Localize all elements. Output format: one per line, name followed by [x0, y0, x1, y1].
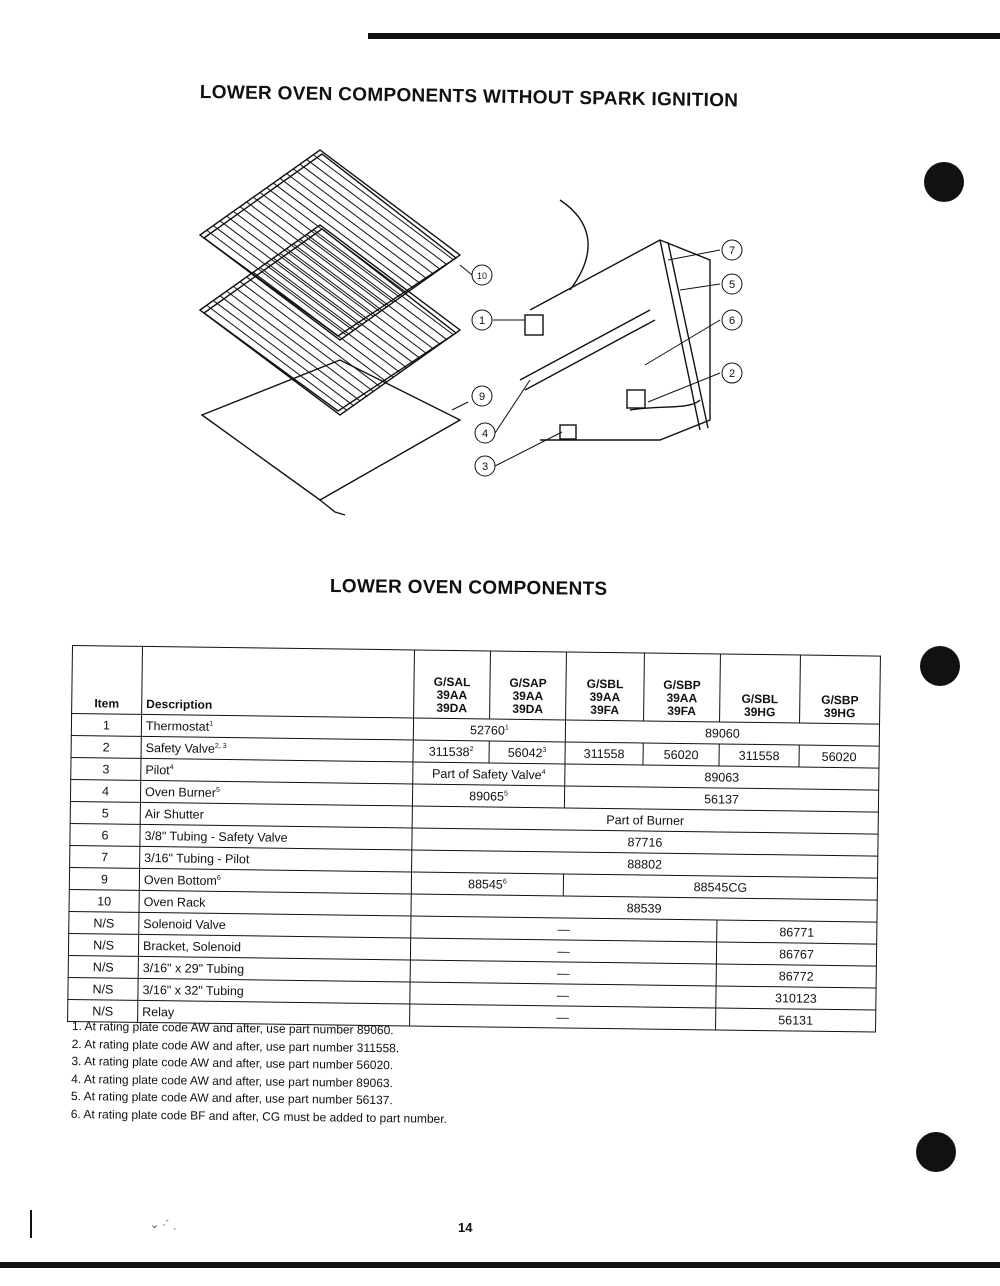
rack-wire: [260, 193, 400, 298]
page-number: 14: [458, 1220, 473, 1235]
description-text: Oven Rack: [143, 894, 206, 910]
footnote-ref: 6: [216, 874, 221, 882]
binder-hole: [916, 1132, 956, 1172]
header-model-line: 39DA: [512, 701, 544, 717]
footnote-ref: 1: [504, 724, 509, 732]
part-number: —: [557, 921, 571, 937]
item-number: 2: [71, 735, 141, 758]
header-description: Description: [142, 646, 415, 718]
rack-wire: [220, 221, 360, 326]
rack-wire: [280, 178, 420, 283]
rack-wire: [240, 207, 380, 312]
header-model: [720, 654, 801, 723]
description-text: Relay: [142, 1004, 175, 1019]
header-model: [490, 651, 567, 720]
rack-wire: [280, 253, 420, 358]
rack-wire: [233, 286, 373, 391]
part-number: 56020: [663, 747, 699, 762]
svg-text:6: 6: [728, 315, 736, 327]
description-text: Pilot: [145, 762, 170, 777]
part-number-cell: [643, 743, 719, 766]
description-text: Oven Burner: [144, 784, 217, 800]
part-number-cell: [716, 964, 876, 988]
oven-bottom-illustration: [202, 360, 460, 515]
svg-text:7: 7: [728, 245, 736, 257]
part-number: 311558: [583, 746, 625, 761]
footnote-ref: 5: [503, 790, 508, 798]
rack-wire: [233, 211, 373, 316]
part-number: —: [556, 965, 570, 981]
footnote-ref: 6: [502, 878, 507, 886]
rack-wire: [273, 183, 413, 288]
description-text: Thermostat: [145, 718, 210, 734]
callout-7: [722, 240, 742, 260]
part-number-cell: [411, 872, 563, 896]
part-number: 86767: [779, 946, 814, 962]
parts-table-wrapper: [67, 645, 880, 1033]
description-text: Oven Bottom: [143, 872, 217, 888]
footnote: 5. At rating plate code AW and after, use part number 56137.: [70, 1089, 393, 1108]
part-number: 89063: [704, 769, 740, 785]
footnote-ref: 3: [542, 746, 547, 754]
svg-text:9: 9: [478, 391, 486, 403]
callout-9: [472, 386, 492, 406]
rack-wire: [293, 244, 433, 349]
callout-1: [472, 310, 492, 330]
part-number-cell: [412, 784, 564, 808]
rack-wire: [207, 305, 347, 410]
part-number-cell: [565, 742, 643, 765]
header-model-line: G/SBL: [741, 691, 779, 707]
callout-10: [472, 265, 492, 285]
part-number: 88545CG: [693, 879, 748, 895]
rack-wire: [253, 272, 393, 377]
rack-wire: [300, 164, 440, 269]
rack-wire: [213, 226, 353, 331]
header-model-line: 39AA: [512, 688, 544, 704]
item-number: 3: [71, 757, 141, 780]
item-number: 7: [70, 845, 140, 868]
rack-wire: [313, 230, 453, 335]
callout-4: [475, 423, 495, 443]
part-number: 86772: [778, 968, 814, 984]
item-number: N/S: [68, 999, 138, 1022]
part-number: 88802: [627, 856, 663, 872]
part-number-cell: [719, 744, 799, 767]
header-model-line: 39FA: [667, 703, 697, 719]
description-text: 3/8" Tubing - Safety Valve: [144, 828, 288, 845]
svg-text:1: 1: [478, 315, 486, 327]
margin-scribble: ⌄ ·´ ˏ: [150, 1219, 177, 1231]
part-number: 310123: [774, 990, 817, 1006]
header-model-line: 39AA: [436, 687, 468, 703]
part-number: 56042: [507, 745, 543, 760]
header-model-line: G/SBP: [821, 692, 859, 708]
part-number-cell: [717, 920, 877, 944]
rack-wire: [247, 202, 387, 307]
description-text: Solenoid Valve: [143, 916, 226, 932]
callout-2: [722, 363, 742, 383]
part-number: 52760: [469, 722, 505, 738]
callout-5: [722, 274, 742, 294]
binder-hole: [924, 162, 964, 202]
rack-wire: [253, 197, 393, 302]
header-model-line: 39AA: [589, 689, 621, 705]
header-model-line: 39AA: [666, 690, 698, 706]
svg-text:3: 3: [481, 461, 489, 473]
part-number-cell: [716, 986, 876, 1010]
part-number: 87716: [627, 834, 663, 850]
rack-wire: [287, 174, 427, 279]
footnote: 4. At rating plate code AW and after, use part number 89063.: [71, 1071, 394, 1090]
header-model-line: G/SBL: [586, 676, 624, 692]
header-model-line: G/SAL: [433, 674, 471, 690]
oven-rack-illustration: [200, 225, 460, 415]
footnote: 1. At rating plate code AW and after, use part number 89060.: [71, 1018, 394, 1038]
part-number: 56020: [821, 749, 857, 764]
rack-wire: [307, 234, 447, 339]
header-model-line: 39DA: [436, 700, 468, 716]
part-number: 89060: [704, 725, 740, 741]
scan-edge-mark: [30, 1210, 32, 1238]
part-number: 56131: [778, 1012, 814, 1028]
svg-text:5: 5: [728, 279, 736, 291]
table-header-row: [72, 646, 881, 725]
part-number: 311558: [738, 748, 780, 763]
description-text: 3/16" Tubing - Pilot: [144, 850, 250, 866]
rack-wire: [313, 155, 453, 260]
footnote: 2. At rating plate code AW and after, use part number 311558.: [71, 1036, 400, 1055]
item-number: 4: [70, 779, 140, 802]
footnote-ref: 4: [169, 763, 174, 771]
part-number: 88545: [467, 876, 503, 892]
part-number: Part of Burner: [606, 812, 685, 828]
callout-6: [722, 310, 742, 330]
binder-hole: [920, 646, 960, 686]
bottom-scan-bar: [0, 1262, 1000, 1268]
footnote-ref: 1: [209, 720, 214, 728]
rack-wire: [287, 249, 427, 354]
part-number-cell: [716, 942, 876, 966]
description-text: 3/16" x 32" Tubing: [142, 982, 244, 998]
header-model: [800, 655, 881, 724]
part-number-cell: [799, 745, 879, 768]
part-number: 311538: [428, 744, 470, 759]
header-model: [644, 653, 721, 722]
footnote-ref: 4: [541, 768, 546, 776]
header-item: Item: [72, 646, 143, 715]
rack-wire: [300, 239, 440, 344]
burner-assembly-illustration: [520, 200, 710, 440]
footnotes: [71, 1018, 449, 1128]
part-number: 88539: [626, 900, 662, 916]
part-number: 86771: [779, 924, 815, 940]
part-number-cell: [716, 1008, 876, 1032]
header-model: [566, 652, 645, 721]
rack-wire: [207, 230, 347, 335]
part-number: —: [556, 1009, 570, 1025]
part-number-cell: [413, 740, 489, 763]
rack-wire: [260, 268, 400, 373]
item-number: N/S: [68, 933, 138, 956]
rack-wire: [247, 277, 387, 382]
item-number: 9: [69, 867, 139, 890]
header-model-line: 39HG: [823, 705, 856, 721]
footnote-ref: 2: [469, 745, 474, 753]
header-model-line: G/SAP: [509, 675, 547, 691]
header-model-line: G/SBP: [663, 677, 701, 693]
rack-wire: [307, 159, 447, 264]
header-model-line: 39FA: [590, 702, 620, 718]
item-number: N/S: [69, 911, 139, 934]
svg-text:2: 2: [728, 368, 736, 380]
item-number: N/S: [68, 977, 138, 1000]
description-text: Air Shutter: [144, 806, 204, 822]
parts-table: [67, 645, 881, 1033]
part-number: Part of Safety Valve: [432, 766, 542, 782]
item-number: 5: [70, 801, 140, 824]
rack-wire: [240, 282, 380, 387]
footnote: 3. At rating plate code AW and after, use part number 56020.: [71, 1054, 394, 1073]
description-text: Bracket, Solenoid: [142, 938, 242, 954]
exploded-parts-diagram: [190, 140, 770, 530]
footnote: 6. At rating plate code BF and after, CG must be added to part number.: [70, 1106, 448, 1126]
item-number: N/S: [68, 955, 138, 978]
part-number: —: [557, 943, 570, 959]
part-number-cell: [413, 718, 565, 742]
header-model: [414, 650, 491, 719]
oven-rack-illustration: [200, 150, 460, 340]
top-scan-bar: [368, 33, 1000, 39]
callout-3: [475, 456, 495, 476]
description-text: 3/16" x 29" Tubing: [142, 960, 245, 976]
rack-wire: [213, 301, 353, 406]
part-number: —: [556, 987, 570, 1003]
part-number: 89065: [469, 788, 505, 804]
section-title: LOWER OVEN COMPONENTS: [329, 576, 608, 600]
svg-text:10: 10: [476, 271, 488, 281]
part-number-cell: [413, 762, 565, 786]
rack-wire: [220, 296, 360, 401]
footnote-ref: 2, 3: [214, 742, 227, 750]
part-number-cell: [410, 1004, 716, 1030]
item-number: 1: [71, 714, 141, 737]
item-number: 6: [70, 823, 140, 846]
item-number: 10: [69, 889, 139, 912]
footnote-ref: 5: [215, 786, 220, 794]
svg-text:4: 4: [481, 428, 489, 440]
part-number: 56137: [704, 791, 740, 807]
header-model-line: 39HG: [743, 704, 776, 720]
description-text: Safety Valve: [145, 740, 216, 756]
part-number-cell: [489, 741, 565, 764]
page-title: LOWER OVEN COMPONENTS WITHOUT SPARK IGNITION: [199, 82, 739, 112]
rack-wire: [273, 258, 413, 363]
